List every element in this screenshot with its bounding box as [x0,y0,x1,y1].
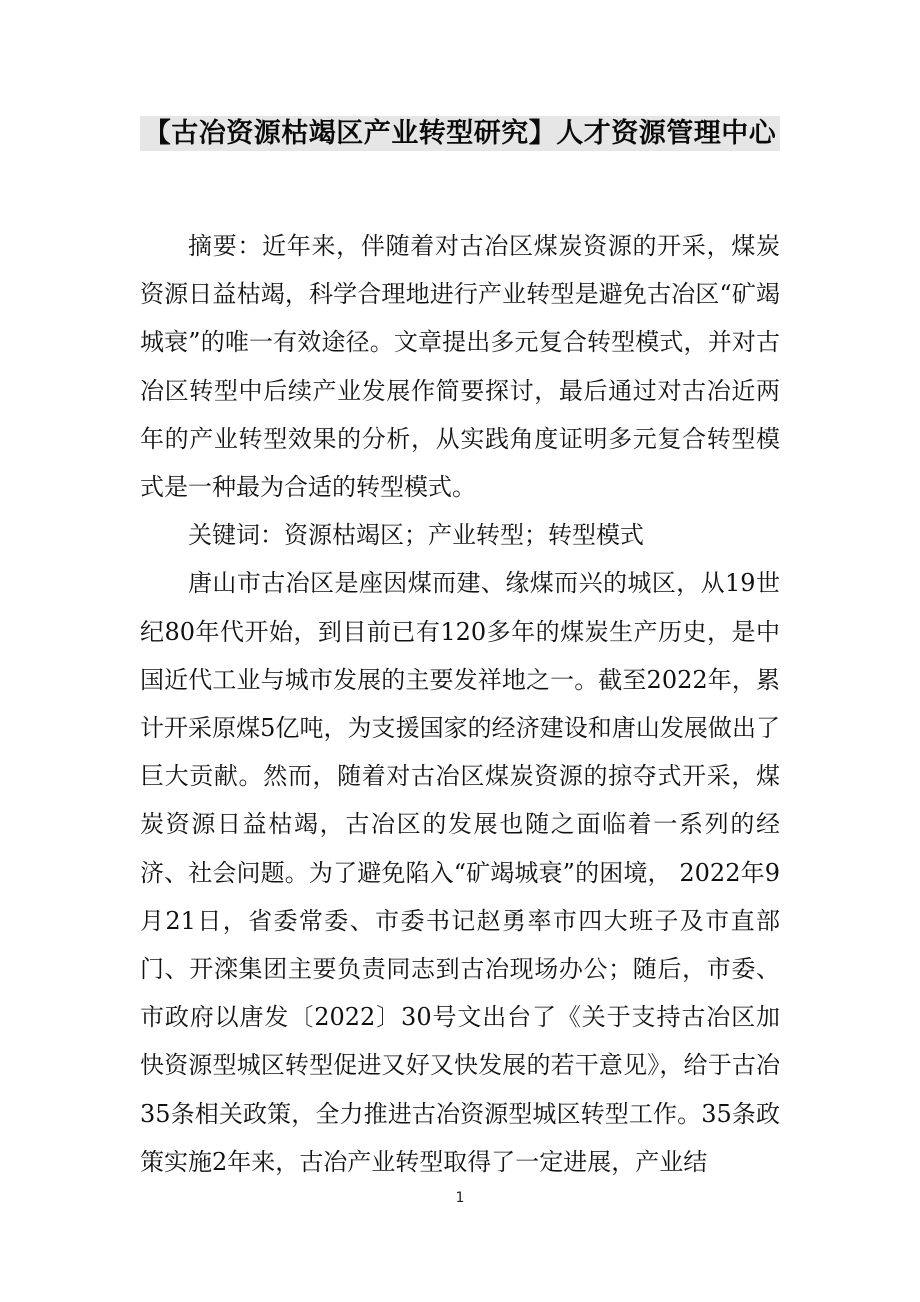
body-paragraph: 唐山市古冶区是座因煤而建、缘煤而兴的城区，从19世纪80年代开始，到目前已有120多年的煤炭生产历史，是中国近代工业与城市发展的主要发祥地之一。截至2022年，累计开采原煤5亿吨，为支援国家的经济建设和唐山发展做出了巨大贡献。然而，随着对古冶区煤炭资源的掠夺式开采，煤炭资源日益枯竭，古冶区的发展也随之面临着一系列的经济、社会问题。为了避免陷入“矿竭城衰”的困境， 2022年9月21日，省委常委、市委书记赵勇率市四大班子及市直部门、开滦集团主要负责同志到古冶现场办公；随后，市委、市政府以唐发〔2022〕30号文出台了《关于支持古冶区加快资源型城区转型促进又好又快发展的若干意见》，给于古冶35条相关政策，全力推进古冶资源型城区转型工作。35条政策实施2年来，古冶产业转型取得了一定进展，产业结 [140,569,780,1176]
document-title-text: 【古冶资源枯竭区产业转型研究】人才资源管理中心 [140,116,781,151]
document-body [140,222,780,1186]
keywords-paragraph: 关键词：资源枯竭区；产业转型；转型模式 [188,521,644,550]
document-title [0,112,920,156]
abstract-paragraph: 摘要：近年来，伴随着对古冶区煤炭资源的开采，煤炭资源日益枯竭，科学合理地进行产业转型是避免古冶区“矿竭城衰”的唯一有效途径。文章提出多元复合转型模式，并对古冶区转型中后续产业发展作简要探讨，最后通过对古冶近两年的产业转型效果的分析，从实践角度证明多元复合转型模式是一种最为合适的转型模式。 [140,232,780,502]
page-number: 1 [455,1190,465,1206]
